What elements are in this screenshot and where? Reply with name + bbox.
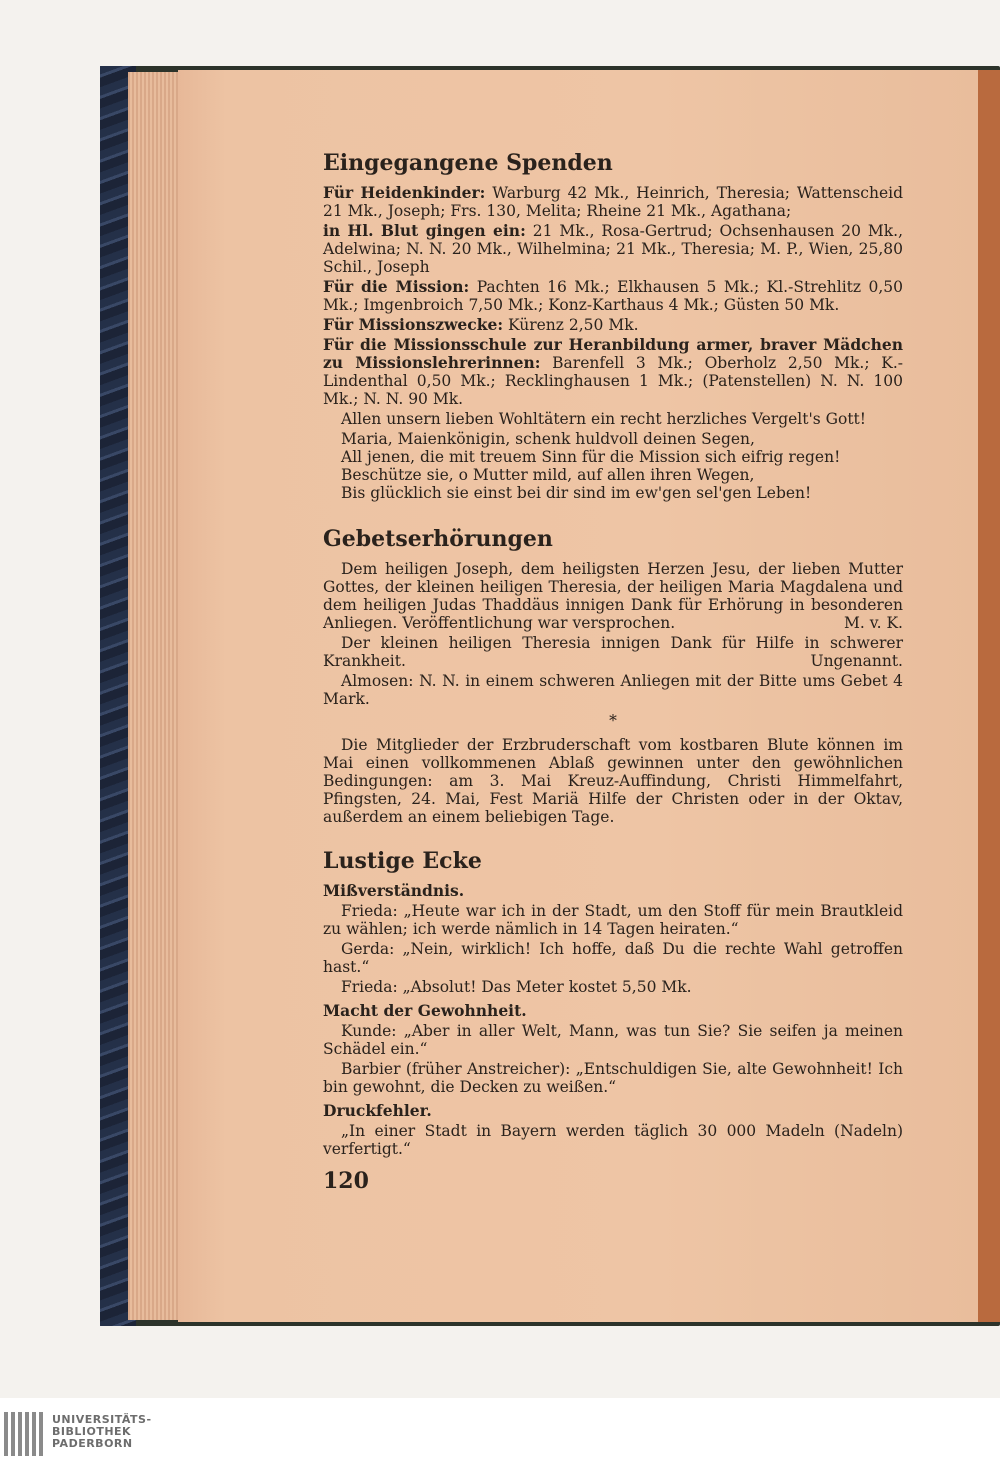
star-divider: * bbox=[609, 712, 617, 730]
gebet-paragraph: Die Mitglieder der Erzbruderschaft vom kostbaren Blute können im Mai einen vollkommenen Ablaß gewinnen unter den gewöhnlichen Bedingungen: am 3. Mai Kreuz-Auffindung, Christi Himmelfahrt, Pfingsten, 24. Mai, Fest Mariä Hilfe der Christen oder in der Oktav, außerdem an einem beliebigen Tage. bbox=[323, 736, 903, 826]
section-title-ecke: Lustige Ecke bbox=[323, 848, 482, 874]
donation-text: Pachten 16 Mk.; Elkhausen 5 Mk.; Kl.-Strehlitz 0,50 Mk.; Imgenbroich 7,50 Mk.; Konz-Karthaus 4 Mk.; Güsten 50 Mk. bbox=[323, 278, 904, 314]
donation-entry bbox=[323, 184, 903, 220]
logo-line: UNIVERSITÄTS- bbox=[52, 1413, 152, 1426]
donation-text: 21 Mk., Rosa-Gertrud; Ochsenhausen 20 Mk., Adelwina; N. N. 20 Mk., Wilhelmina; 21 Mk., Theresia; M. P., Wien, 25,80 Schil., Joseph bbox=[323, 222, 904, 276]
donation-entry bbox=[323, 336, 903, 408]
gebet-text: Der kleinen heiligen Theresia innigen Dank für Hilfe in schwerer Krankheit. bbox=[323, 634, 903, 670]
gebet-signature: M. v. K. bbox=[843, 614, 903, 632]
donation-lead: Für Heidenkinder: bbox=[323, 183, 486, 202]
donation-entry bbox=[323, 222, 903, 276]
joke-line: Gerda: „Nein, wirklich! Ich hoffe, daß Du die rechte Wahl getroffen hast.“ bbox=[323, 940, 903, 976]
joke-line: Kunde: „Aber in aller Welt, Mann, was tun Sie? Sie seifen ja meinen Schädel ein.“ bbox=[323, 1022, 903, 1058]
donation-text: Kürenz 2,50 Mk. bbox=[508, 316, 639, 334]
joke-line: Barbier (früher Anstreicher): „Entschuldigen Sie, alte Gewohnheit! Ich bin gewohnt, die Decken zu weißen.“ bbox=[323, 1060, 903, 1096]
library-logo-text bbox=[52, 1414, 152, 1450]
page-number: 120 bbox=[323, 1168, 369, 1194]
donation-lead: Für Missionszwecke: bbox=[323, 315, 504, 334]
poem-line: Maria, Maienkönigin, schenk huldvoll deinen Segen, bbox=[341, 430, 755, 448]
poem bbox=[341, 430, 903, 502]
section-title-spenden: Eingegangene Spenden bbox=[323, 150, 613, 176]
poem-line: Beschütze sie, o Mutter mild, auf allen ihren Wegen, bbox=[341, 466, 755, 484]
gebet-text: Dem heiligen Joseph, dem heiligsten Herzen Jesu, der lieben Mutter Gottes, der kleinen heiligen Theresia, der heiligen Maria Magdalena und dem heiligen Judas Thaddäus innigen Dank für Erhörung in besonderen Anliegen. Veröffentlichung war versprochen. bbox=[323, 560, 903, 632]
book-page bbox=[178, 70, 978, 1322]
donation-lead: in Hl. Blut gingen ein: bbox=[323, 221, 526, 240]
thanks-line: Allen unsern lieben Wohltätern ein recht herzliches Vergelt's Gott! bbox=[341, 410, 867, 428]
gebet-paragraph bbox=[323, 560, 903, 632]
poem-line: All jenen, die mit treuem Sinn für die Mission sich eifrig regen! bbox=[341, 448, 841, 466]
joke-line: Frieda: „Absolut! Das Meter kostet 5,50 Mk. bbox=[341, 978, 692, 996]
gebet-signature: Ungenannt. bbox=[810, 652, 903, 670]
gebet-paragraph: Almosen: N. N. in einem schweren Anliegen mit der Bitte ums Gebet 4 Mark. bbox=[323, 672, 903, 708]
joke-title: Mißverständnis. bbox=[323, 881, 465, 900]
joke-title: Druckfehler. bbox=[323, 1101, 432, 1120]
gebet-paragraph bbox=[323, 634, 903, 670]
joke-line: „In einer Stadt in Bayern werden täglich 30 000 Madeln (Nadeln) verfertigt.“ bbox=[323, 1122, 903, 1158]
logo-line: PADERBORN bbox=[52, 1437, 133, 1450]
donation-entry bbox=[323, 316, 903, 334]
library-footer bbox=[0, 1398, 1000, 1464]
page-content bbox=[323, 150, 904, 1194]
logo-line: BIBLIOTHEK bbox=[52, 1425, 132, 1438]
donation-lead: Für die Missionsschule zur Heranbildung armer, braver Mädchen zu Missionslehrerinnen: bbox=[323, 335, 903, 372]
poem-line: Bis glücklich sie einst bei dir sind im ew'gen sel'gen Leben! bbox=[341, 484, 812, 502]
donation-text: Barenfell 3 Mk.; Oberholz 2,50 Mk.; K.-Lindenthal 0,50 Mk.; Recklinghausen 1 Mk.; (Patenstellen) N. N. 100 Mk.; N. N. 90 Mk. bbox=[323, 354, 903, 408]
joke-line: Frieda: „Heute war ich in der Stadt, um den Stoff für mein Brautkleid zu wählen; ich werde nämlich in 14 Tagen heiraten.“ bbox=[323, 902, 903, 938]
donation-entry bbox=[323, 278, 903, 314]
donation-text: Warburg 42 Mk., Heinrich, Theresia; Wattenscheid 21 Mk., Joseph; Frs. 130, Melita; Rheine 21 Mk., Agathana; bbox=[323, 184, 904, 220]
section-title-gebet: Gebetserhörungen bbox=[323, 526, 553, 552]
donation-lead: Für die Mission: bbox=[323, 277, 470, 296]
joke-title: Macht der Gewohnheit. bbox=[323, 1001, 527, 1020]
library-logo-icon bbox=[4, 1412, 44, 1456]
